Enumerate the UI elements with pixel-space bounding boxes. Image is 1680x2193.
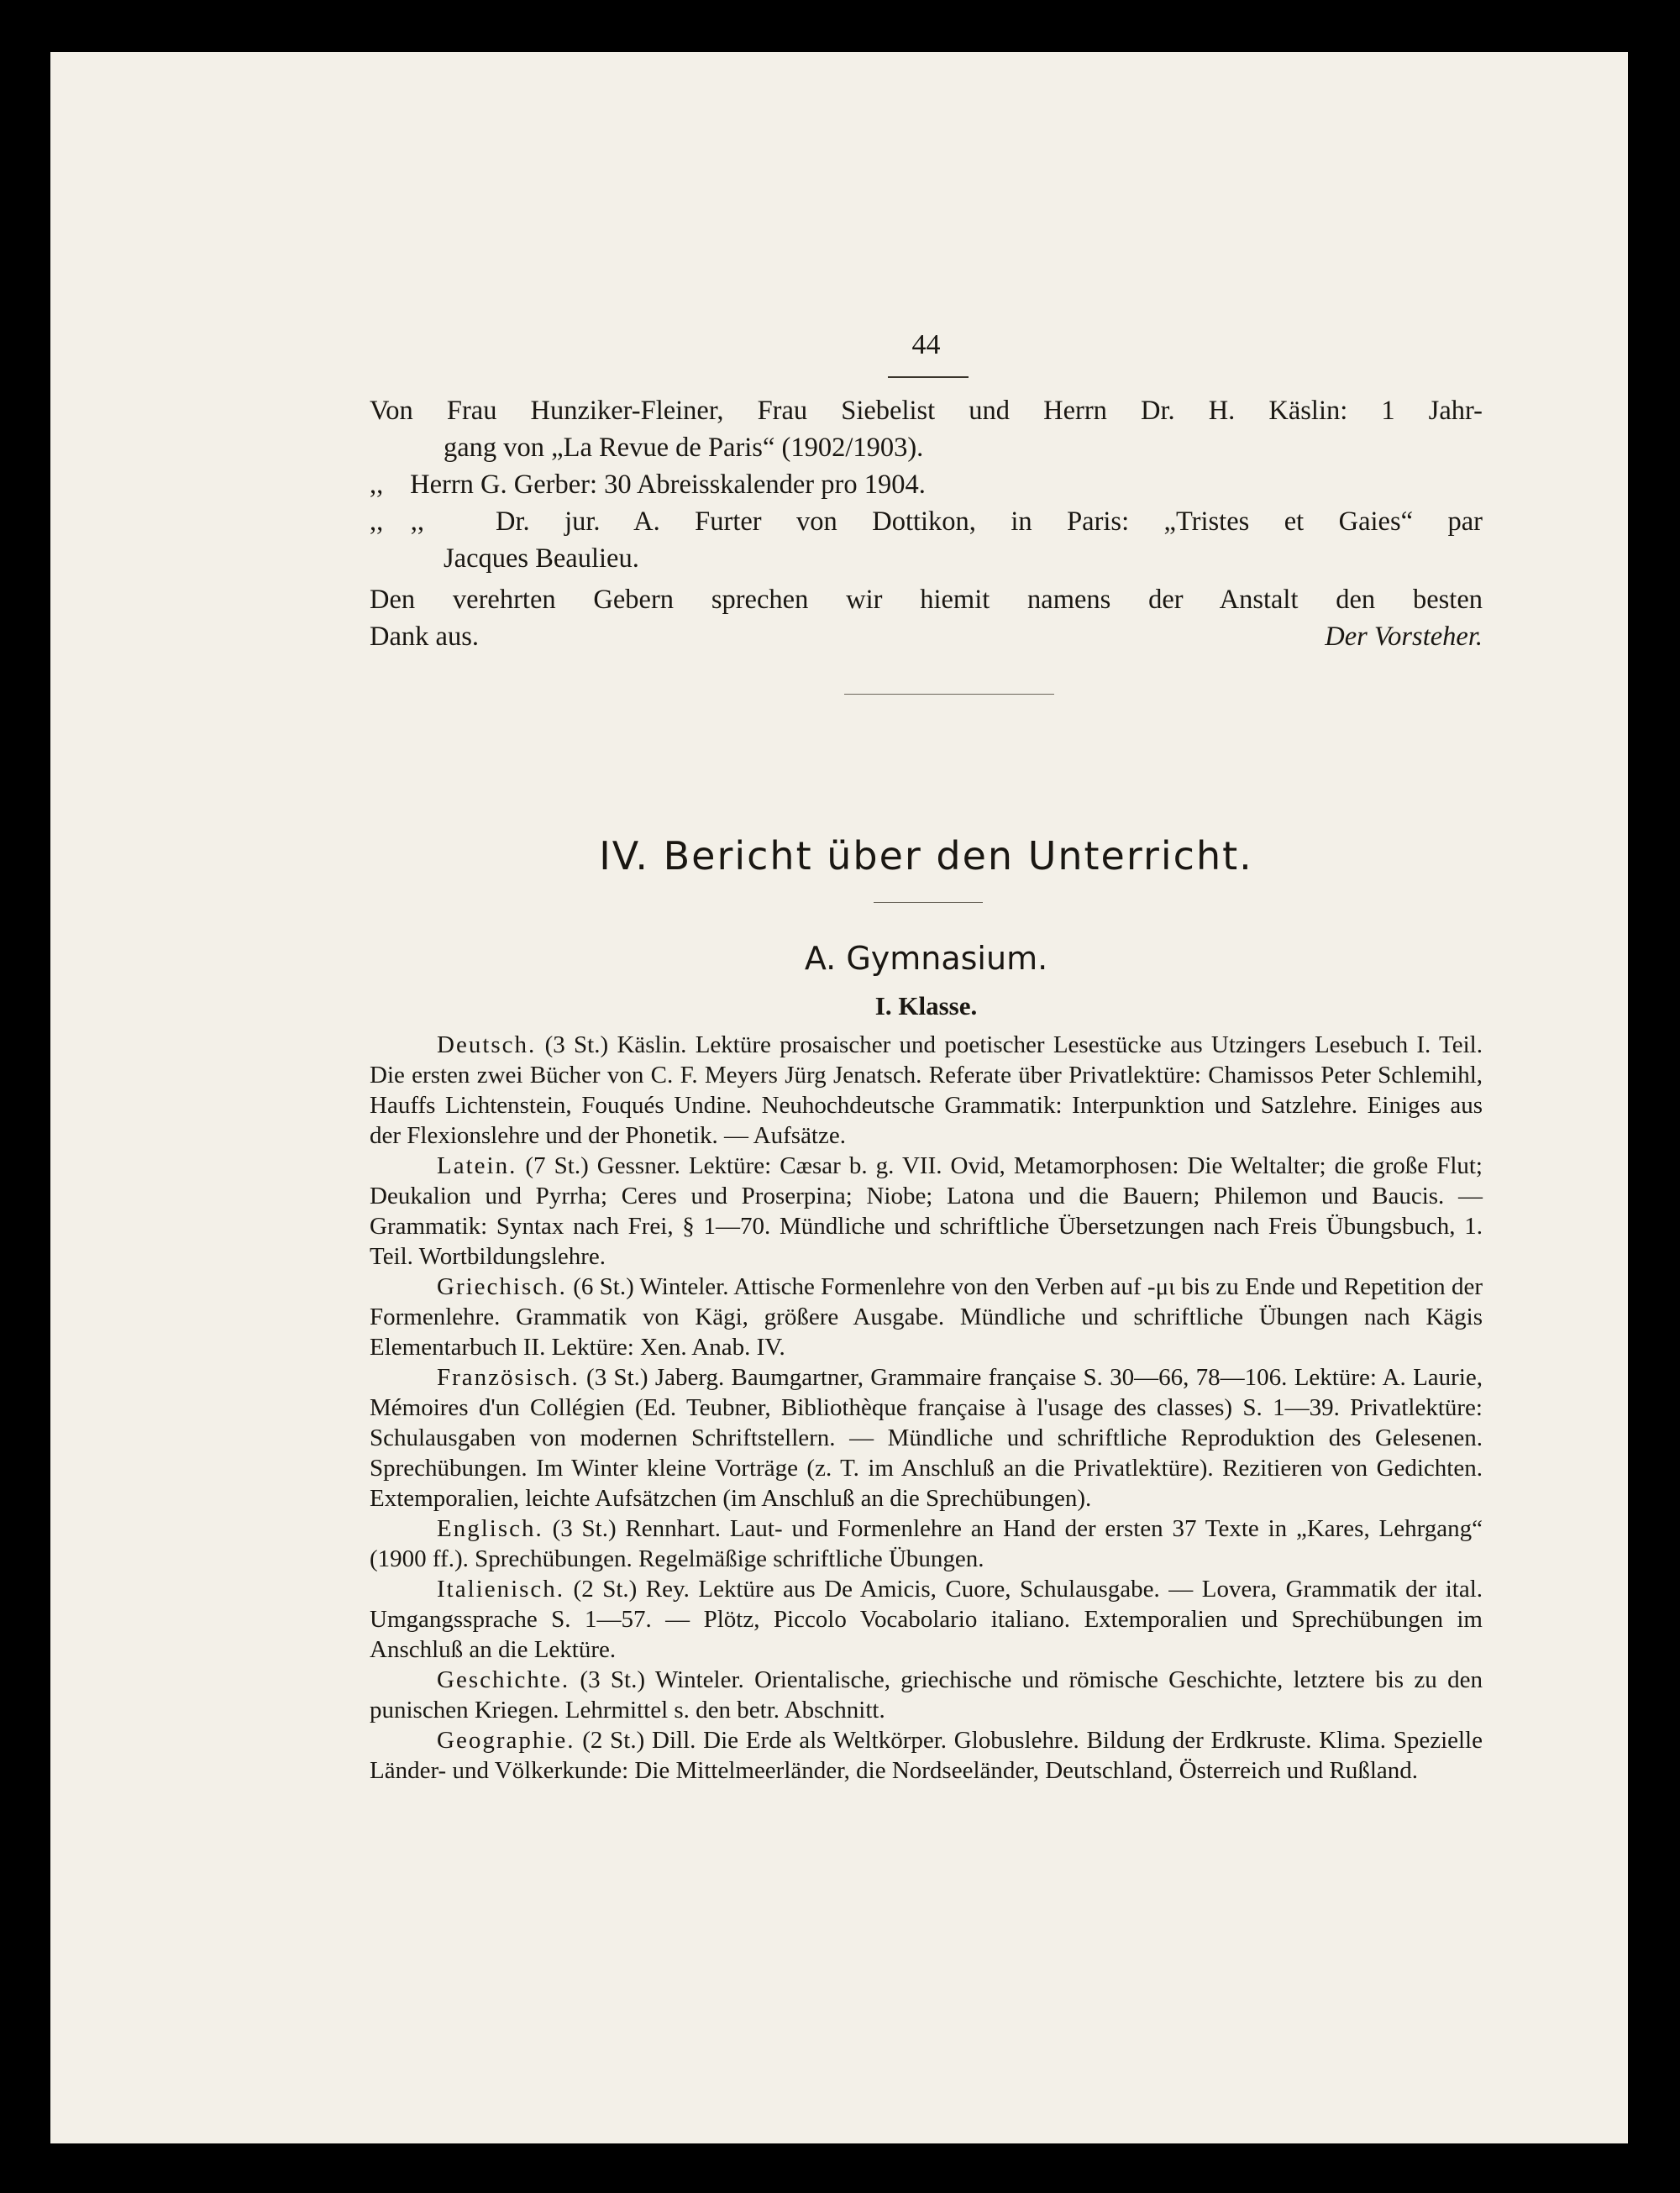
subject-paragraph — [370, 1362, 1483, 1514]
subject-list — [370, 1030, 1483, 1786]
title-rule — [874, 902, 983, 903]
subject-paragraph — [370, 1151, 1483, 1272]
thanks-line-2 — [370, 618, 1483, 655]
section-subtitle: A. Gymnasium. — [804, 940, 1048, 977]
subject-text: (2 St.) Dill. Die Erde als Weltkörper. Globuslehre. Bildung der Erdkruste. Klima. Spezielle Länder- und Völkerkunde: Die Mittelmeerländer, die Nordseeländer, Deutschland, Österreich und Rußland. — [370, 1727, 1483, 1784]
subject-text: (3 St.) Jaberg. Baumgartner, Grammaire française S. 30—66, 78—106. Lektüre: A. Laurie, Mémoires d'un Collégien (Ed. Teubner, Bibliothèque française à l'usage des classes) S. 1—39. Privatlektüre: Schulausgaben von modernen Schriftstellern. — Mündliche und schriftliche Reproduktion des Gelesenen. Sprechübungen. Im Winter kleine Vorträge (z. T. im Anschluß an die Privatlektüre). Rezitieren von Gedichten. Extemporalien, leichte Aufsätzchen (im Anschluß an die Sprechübungen). — [370, 1364, 1483, 1512]
class-title: I. Klasse. — [874, 991, 978, 1020]
scanned-page — [50, 52, 1628, 2143]
ditto-mark: ,, — [370, 470, 384, 500]
signature: Der Vorsteher. — [1325, 622, 1483, 652]
ditto-mark-double: ,, ,, — [370, 506, 424, 537]
section-title: IV. Bericht über den Unterricht. — [599, 833, 1253, 879]
subject-name: Geographie. — [437, 1727, 575, 1754]
subject-text: (6 St.) Winteler. Attische Formenlehre von den Verben auf -μι bis zu Ende und Repetition der Formenlehre. Grammatik von Kägi, größere Ausgabe. Mündliche und schriftliche Übungen nach Kägis Elementarbuch II. Lektüre: Xen. Anab. IV. — [370, 1273, 1483, 1361]
subject-name: Deutsch. — [437, 1031, 537, 1058]
subject-name: Griechisch. — [437, 1273, 567, 1300]
donation-line-1-continuation: gang von „La Revue de Paris“ (1902/1903). — [444, 433, 924, 463]
subject-name: Latein. — [437, 1152, 517, 1179]
thanks-line-1: Den verehrten Gebern sprechen wir hiemit namens der Anstalt den besten — [370, 585, 1483, 615]
page-number-rule — [888, 376, 969, 378]
donation-line-3-continuation: Jacques Beaulieu. — [444, 543, 639, 574]
subject-paragraph — [370, 1272, 1483, 1362]
subject-text: (2 St.) Rey. Lektüre aus De Amicis, Cuore, Schulausgabe. — Lovera, Grammatik der ital. Umgangssprache S. 1—57. — Plötz, Piccolo Vocabolario italiano. Extemporalien und Sprechübungen im Anschluß an die Lektüre. — [370, 1576, 1483, 1663]
subject-name: Französisch. — [437, 1364, 580, 1391]
donation-line-3-text: Dr. jur. A. Furter von Dottikon, in Paris: „Tristes et Gaies“ par — [496, 506, 1483, 537]
thanks-line-2-text: Dank aus. — [370, 622, 479, 652]
donation-line-1: Von Frau Hunziker-Fleiner, Frau Siebelist und Herrn Dr. H. Käslin: 1 Jahr- — [370, 396, 1483, 426]
subject-text: (7 St.) Gessner. Lektüre: Cæsar b. g. VII. Ovid, Metamorphosen: Die Weltalter; die große Flut; Deukalion und Pyrrha; Ceres und Proserpina; Niobe; Latona und die Bauern; Philemon und Baucis. — Grammatik: Syntax nach Frei, § 1—70. Mündliche und schriftliche Übersetzungen nach Freis Übungsbuch, 1. Teil. Wortbildungslehre. — [370, 1152, 1483, 1270]
subject-text: (3 St.) Käslin. Lektüre prosaischer und poetischer Lesestücke aus Utzingers Lesebuch I. Teil. Die ersten zwei Bücher von C. F. Meyers Jürg Jenatsch. Referate über Privatlektüre: Chamissos Peter Schlemihl, Hauffs Lichtenstein, Fouqués Undine. Neuhochdeutsche Grammatik: Interpunktion und Satzlehre. Einiges aus der Flexionslehre und der Phonetik. — Aufsätze. — [370, 1031, 1483, 1149]
section-divider — [844, 694, 1054, 695]
page-number: 44 — [911, 329, 941, 360]
donation-line-2 — [370, 466, 1483, 503]
donation-line-2-text: Herrn G. Gerber: 30 Abreisskalender pro 1904. — [410, 470, 926, 500]
subject-name: Italienisch. — [437, 1576, 565, 1603]
subject-text: (3 St.) Winteler. Orientalische, griechische und römische Geschichte, letztere bis zu den punischen Kriegen. Lehrmittel s. den betr. Abschnitt. — [370, 1666, 1483, 1723]
subject-text: (3 St.) Rennhart. Laut- und Formenlehre an Hand der ersten 37 Texte in „Kares, Lehrgang“ (1900 ff.). Sprechübungen. Regelmäßige schriftliche Übungen. — [370, 1515, 1483, 1572]
donation-line-3 — [370, 503, 1483, 540]
subject-paragraph — [370, 1665, 1483, 1725]
subject-name: Geschichte. — [437, 1666, 570, 1693]
subject-paragraph — [370, 1574, 1483, 1665]
subject-paragraph — [370, 1030, 1483, 1151]
subject-paragraph — [370, 1514, 1483, 1574]
subject-paragraph — [370, 1725, 1483, 1786]
subject-name: Englisch. — [437, 1515, 543, 1542]
